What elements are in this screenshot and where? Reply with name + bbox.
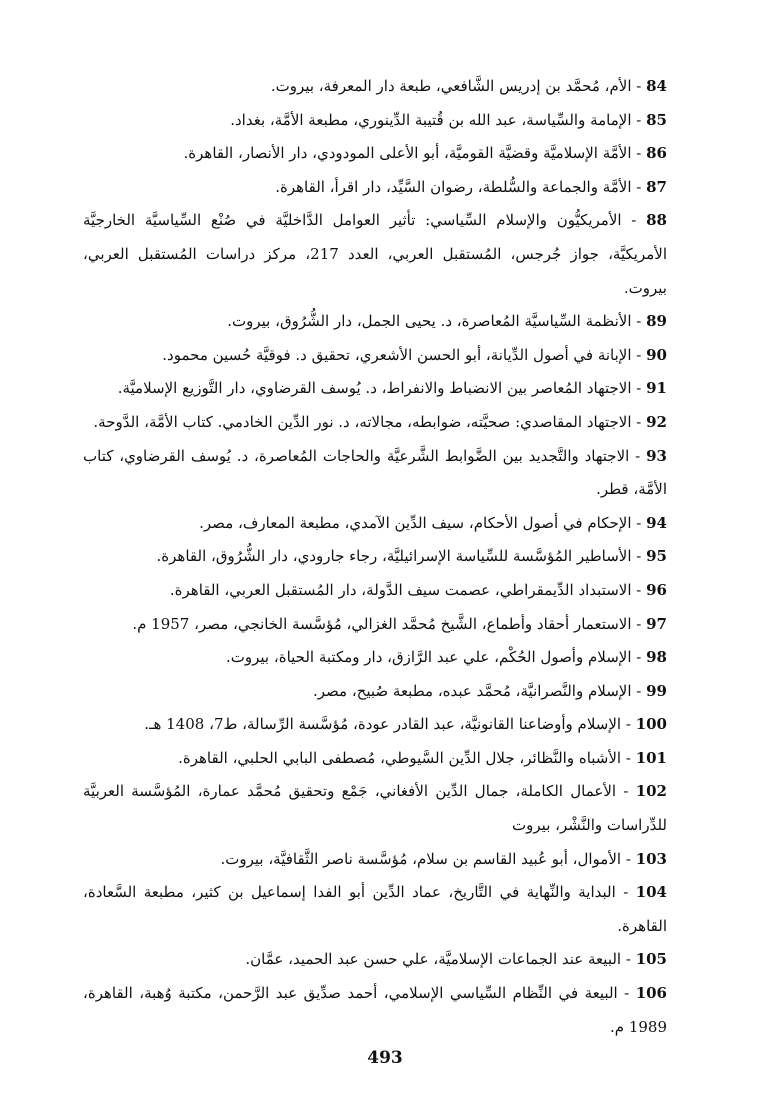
- reference-text: الاجتهاد والتَّجديد بين الضَّوابط الشَّرعيَّة والحاجات المُعاصرة، د. يُوسف القرضاوي، كتاب الأمَّة، قطر.: [83, 446, 667, 499]
- reference-entry: [83, 608, 687, 642]
- reference-number: 88: [646, 211, 667, 230]
- reference-entry: [83, 641, 687, 675]
- reference-text: الأنظمة السِّياسيَّة المُعاصرة، د. يحيى الجمل، دار الشُّرُوق، بيروت.: [227, 312, 632, 331]
- reference-separator: -: [631, 648, 647, 667]
- reference-separator: -: [615, 883, 636, 902]
- reference-separator: -: [631, 614, 647, 633]
- reference-number: 92: [646, 412, 667, 431]
- reference-entry: [83, 507, 687, 541]
- reference-separator: -: [621, 748, 636, 767]
- references-list: [83, 70, 687, 1044]
- reference-separator: -: [631, 681, 647, 700]
- reference-entry: [83, 70, 687, 104]
- reference-number: 86: [646, 144, 667, 163]
- reference-number: 91: [646, 379, 667, 398]
- reference-entry: [83, 339, 687, 373]
- reference-text: الإسلام وأوضاعنا القانونيَّة، عبد القادر عودة، مُؤسَّسة الرِّسالة، ط7، 1408 هـ.: [144, 715, 622, 734]
- reference-number: 89: [646, 312, 667, 331]
- page-number: 493: [367, 1048, 403, 1068]
- reference-number: 98: [646, 648, 667, 667]
- reference-entry: [83, 104, 687, 138]
- reference-number: 105: [635, 950, 667, 969]
- reference-entry: [83, 943, 687, 977]
- reference-entry: [83, 372, 687, 406]
- reference-separator: -: [621, 950, 636, 969]
- reference-separator: -: [621, 849, 636, 868]
- reference-separator: -: [631, 312, 647, 331]
- reference-separator: -: [631, 144, 647, 163]
- reference-entry: [83, 843, 687, 877]
- reference-text: الإبانة في أصول الدِّيانة، أبو الحسن الأشعري، تحقيق د. فوقيَّة حُسين محمود.: [162, 345, 632, 364]
- reference-entry: [83, 171, 687, 205]
- reference-entry: [83, 876, 687, 943]
- reference-separator: -: [631, 412, 647, 431]
- reference-text: الإمامة والسِّياسة، عبد الله بن قُتيبة الدِّينوري، مطبعة الأمَّة، بغداد.: [230, 110, 632, 129]
- reference-entry: [83, 742, 687, 776]
- reference-number: 94: [646, 513, 667, 532]
- reference-entry: [83, 708, 687, 742]
- reference-separator: -: [631, 379, 647, 398]
- reference-separator: -: [616, 782, 636, 801]
- reference-number: 100: [635, 715, 667, 734]
- reference-entry: [83, 440, 687, 507]
- reference-entry: [83, 977, 687, 1044]
- reference-separator: -: [631, 345, 647, 364]
- reference-separator: -: [629, 446, 647, 465]
- reference-number: 99: [646, 681, 667, 700]
- reference-separator: -: [617, 984, 636, 1003]
- reference-separator: -: [631, 110, 647, 129]
- reference-text: البيعة في النِّظام السِّياسي الإسلامي، أحمد صدِّيق عبد الرَّحمن، مكتبة وُهبة، القاهرة، 1989 م.: [83, 984, 667, 1036]
- reference-entry: [83, 204, 687, 305]
- reference-separator: -: [631, 177, 647, 196]
- reference-entry: [83, 137, 687, 171]
- reference-number: 84: [646, 77, 667, 95]
- reference-number: 93: [646, 446, 667, 465]
- reference-entry: [83, 305, 687, 339]
- reference-text: الأمَّة والجماعة والسُّلطة، رضوان السَّيِّد، دار اقرأ، القاهرة.: [275, 177, 632, 196]
- reference-text: الأشباه والنَّظائر، جلال الدِّين السَّيوطي، مُصطفى البابي الحلبي، القاهرة.: [178, 748, 622, 767]
- reference-number: 90: [646, 345, 667, 364]
- reference-entry: [83, 775, 687, 842]
- reference-text: الأمَّة الإسلاميَّة وقضيَّة القوميَّة، أبو الأعلى المودودي، دار الأنصار، القاهرة.: [183, 144, 632, 163]
- reference-number: 96: [646, 580, 667, 599]
- reference-separator: -: [621, 211, 647, 230]
- reference-number: 101: [635, 748, 667, 767]
- reference-text: الإسلام والنَّصرانيَّة، مُحمَّد عبده، مطبعة صُبيح، مصر.: [312, 681, 632, 700]
- reference-separator: -: [631, 77, 647, 95]
- reference-number: 97: [646, 614, 667, 633]
- reference-text: الأساطير المُؤسَّسة للسِّياسة الإسرائيليَّة، رجاء جارودي، دار الشُّرُوق، القاهرة.: [156, 547, 632, 566]
- reference-text: الأم، مُحمَّد بن إدريس الشَّافعي، طبعة دار المعرفة، بيروت.: [270, 77, 632, 95]
- reference-number: 87: [646, 177, 667, 196]
- reference-number: 104: [635, 883, 667, 902]
- reference-separator: -: [631, 513, 647, 532]
- reference-number: 103: [635, 849, 667, 868]
- reference-entry: [83, 675, 687, 709]
- reference-text: البيعة عند الجماعات الإسلاميَّة، علي حسن عبد الحميد، عمَّان.: [245, 950, 622, 969]
- reference-text: الأعمال الكاملة، جمال الدِّين الأفغاني، جَمْع وتحقيق مُحمَّد عمارة، المُؤسَّسة العربيَّة للدِّراسات والنَّشْر، بيروت: [83, 782, 667, 835]
- reference-text: الاستعمار أحقاد وأطماع، الشَّيخ مُحمَّد الغزالي، مُؤسَّسة الخانجي، مصر، 1957 م.: [132, 614, 632, 633]
- reference-entry: [83, 574, 687, 608]
- reference-number: 102: [635, 782, 667, 801]
- reference-number: 106: [635, 984, 667, 1003]
- reference-text: الإسلام وأصول الحُكْم، علي عبد الرَّازق، دار ومكتبة الحياة، بيروت.: [226, 648, 632, 667]
- reference-text: الأموال، أبو عُبيد القاسم بن سلام، مُؤسَّسة ناصر الثَّقافيَّة، بيروت.: [220, 849, 622, 868]
- reference-text: الاجتهاد المقاصدي: صحيَّته، ضوابطه، مجالاته، د. نور الدِّين الخادمي. كتاب الأمَّة، الدَّوحة.: [93, 412, 632, 431]
- reference-separator: -: [631, 580, 647, 599]
- reference-entry: [83, 406, 687, 440]
- reference-entry: [83, 540, 687, 574]
- reference-text: الأمريكيُّون والإسلام السِّياسي: تأثير العوامل الدَّاخليَّة في صُنْع السِّياسيَّة الخارجيَّة الأمريكيَّة، جواز جُرجس، المُستقبل العربي، العدد 217، مركز دراسات المُستقبل العربي، بيروت.: [83, 211, 667, 297]
- reference-text: البداية والنِّهاية في التَّاريخ، عماد الدِّين أبو الفدا إسماعيل بن كثير، مطبعة السَّعادة، القاهرة.: [83, 883, 667, 935]
- reference-text: الإحكام في أصول الأحكام، سيف الدِّين الآمدي، مطبعة المعارف، مصر.: [199, 513, 632, 532]
- reference-number: 95: [646, 547, 667, 566]
- reference-text: الاستبداد الدِّيمقراطي، عصمت سيف الدَّولة، دار المُستقبل العربي، القاهرة.: [169, 580, 632, 599]
- reference-separator: -: [621, 715, 636, 734]
- reference-number: 85: [646, 110, 667, 129]
- reference-text: الاجتهاد المُعاصر بين الانضباط والانفراط، د. يُوسف القرضاوي، دار التَّوزيع الإسلاميَّة.: [117, 379, 632, 398]
- reference-separator: -: [631, 547, 647, 566]
